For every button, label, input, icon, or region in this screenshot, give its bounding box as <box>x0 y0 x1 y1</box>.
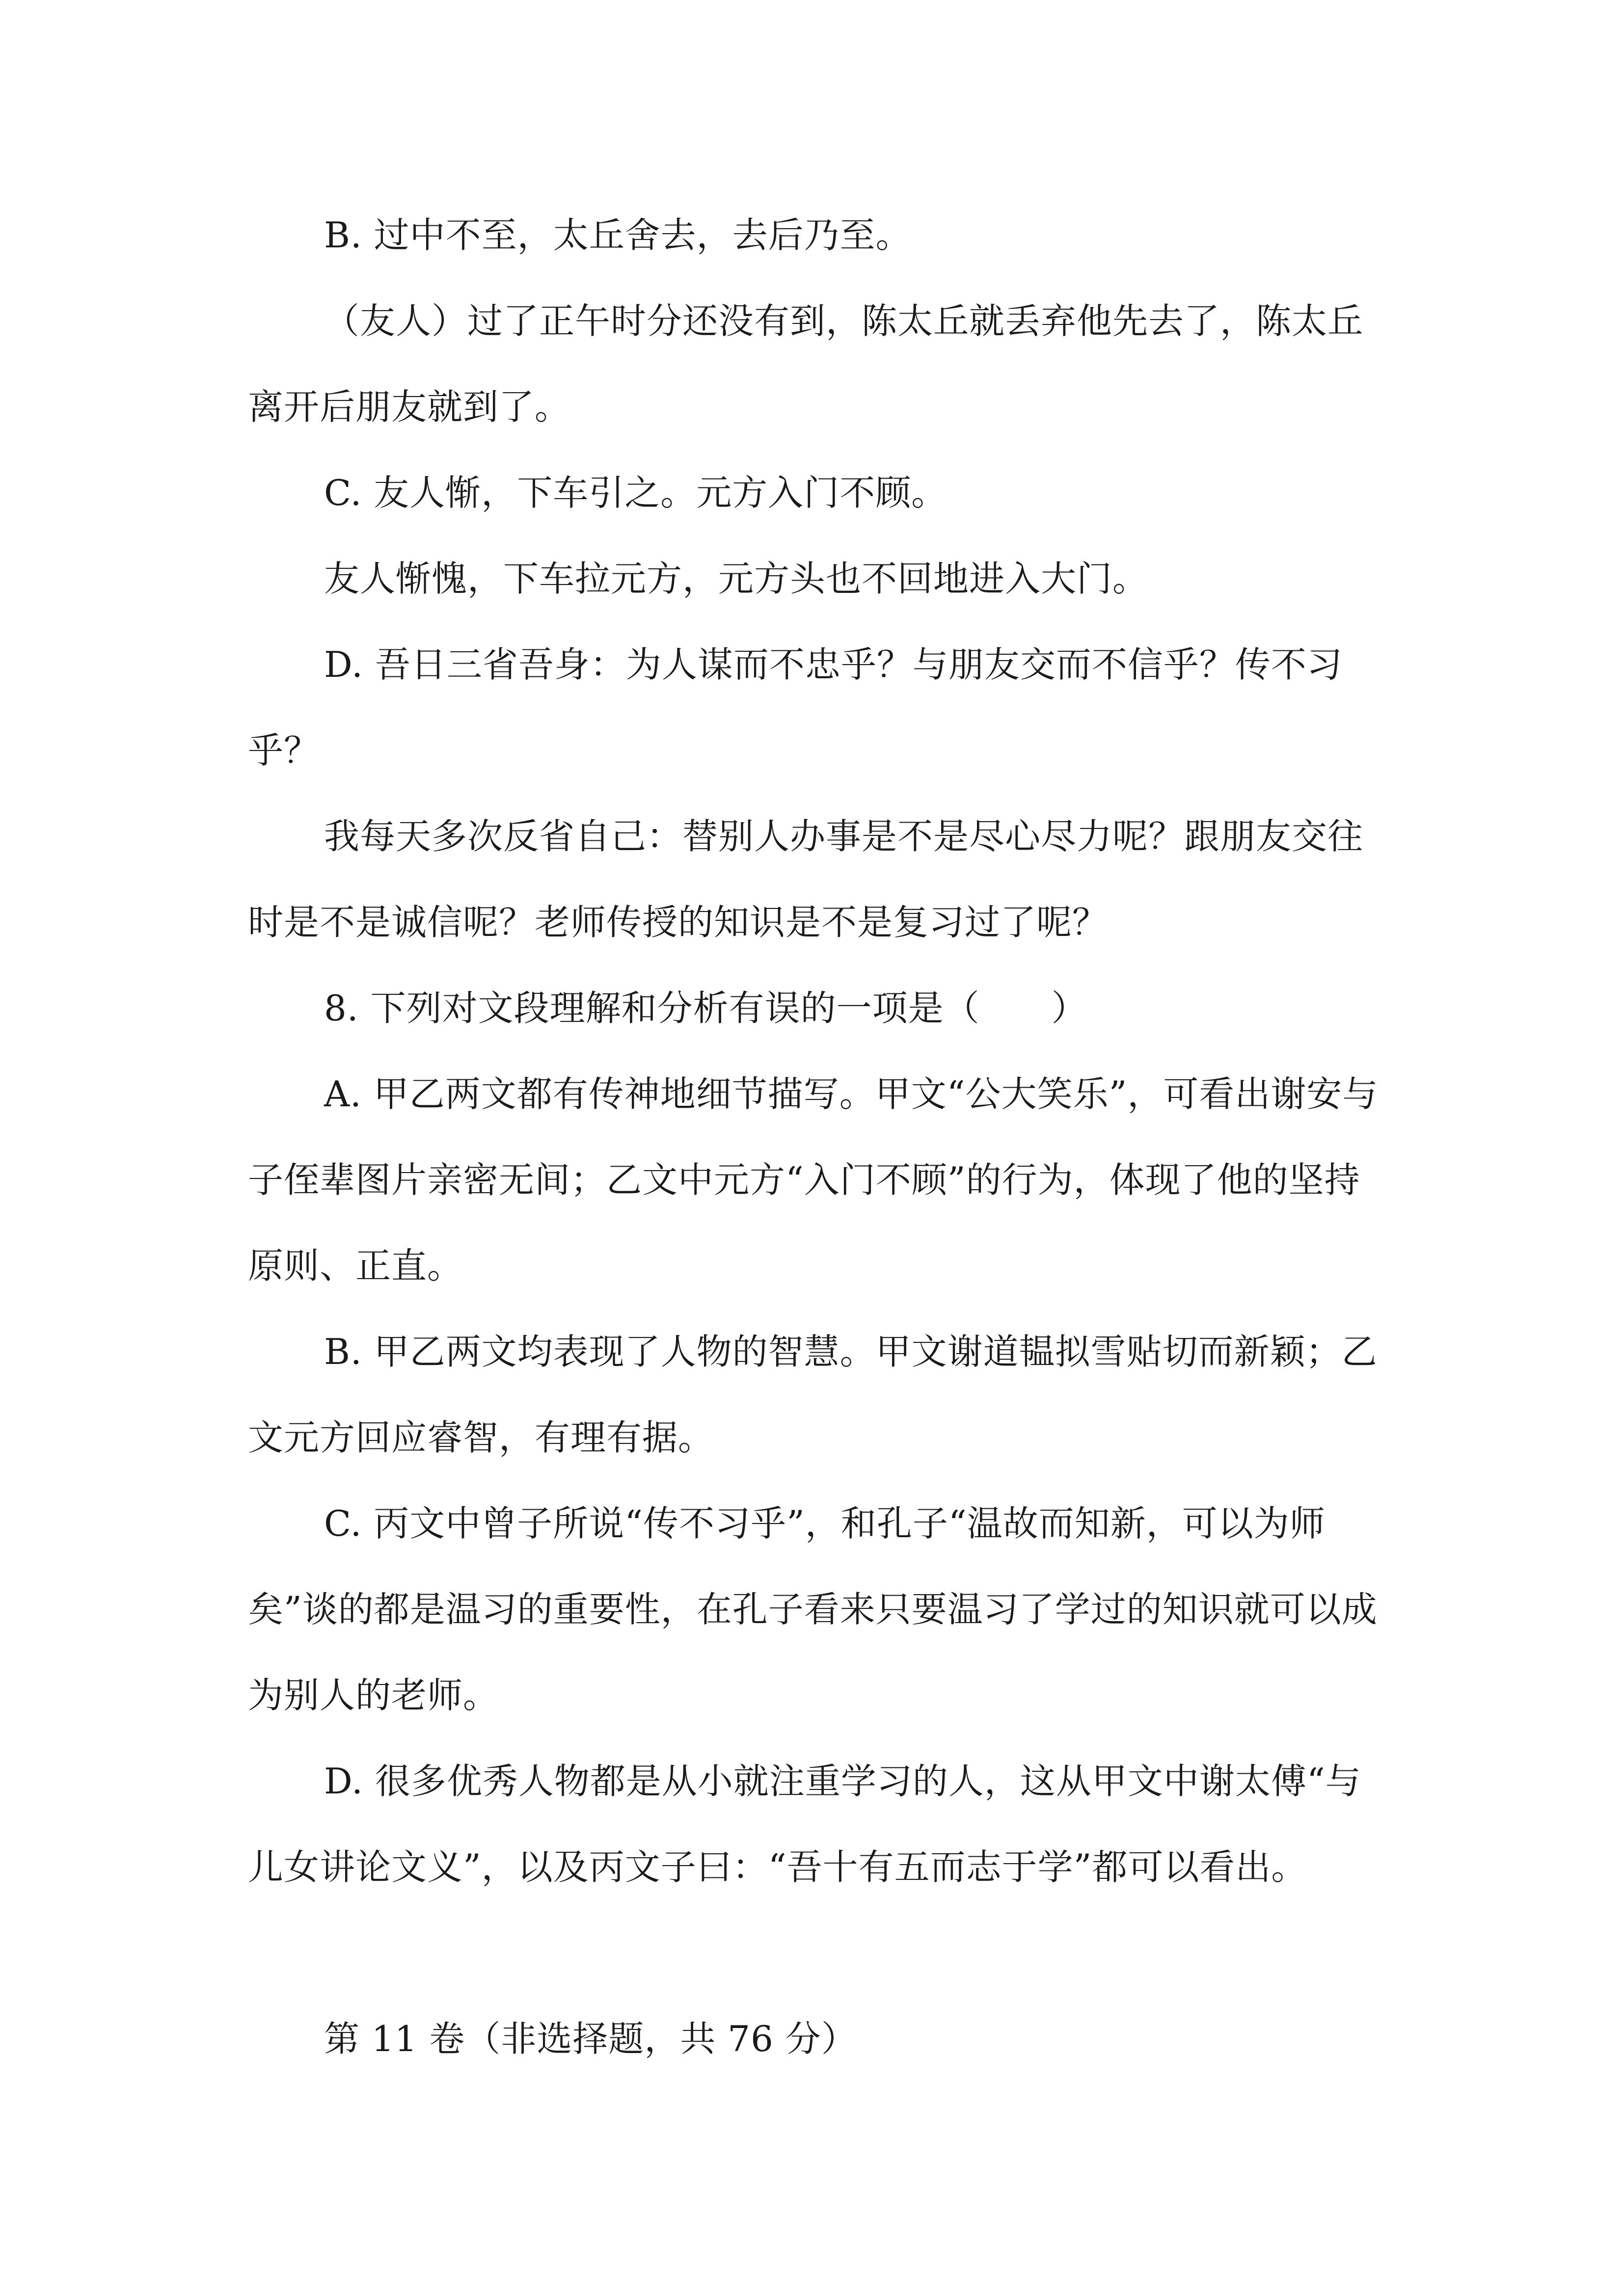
option-c-original: C. 友人惭，下车引之。元方入门不顾。 <box>324 472 947 513</box>
option-b-original: B. 过中不至，太丘舍去，去后乃至。 <box>324 214 912 256</box>
question-8-stem: 8. 下列对文段理解和分析有误的一项是（ ） <box>324 988 1087 1029</box>
option-d-translation: 我每天多次反省自己：替别人办事是不是尽心尽力呢？跟朋友交往时是不是诚信呢？老师传授的知识是不是复习过了呢？ <box>248 816 1364 943</box>
option-b-translation: （友人）过了正午时分还没有到，陈太丘就丢弃他先去了，陈太丘离开后朋友就到了。 <box>248 300 1364 427</box>
question-8-option-b: B. 甲乙两文均表现了人物的智慧。甲文谢道韫拟雪贴切而新颖；乙文元方回应睿智，有理有据。 <box>248 1331 1378 1458</box>
question-8-option-c: C. 丙文中曾子所说“传不习乎”，和孔子“温故而知新，可以为师矣”谈的都是温习的重要性，在孔子看来只要温习了学过的知识就可以成为别人的老师。 <box>248 1503 1378 1716</box>
question-8-option-a: A. 甲乙两文都有传神地细节描写。甲文“公大笑乐”，可看出谢安与子侄辈图片亲密无间；乙文中元方“入门不顾”的行为，体现了他的坚持原则、正直。 <box>248 1073 1379 1286</box>
option-d-original: D. 吾日三省吾身：为人谋而不忠乎？与朋友交而不信乎？传不习乎？ <box>248 644 1343 771</box>
question-8-option-d: D. 很多优秀人物都是从小就注重学习的人，这从甲文中谢太傅“与儿女讲论文义”，以及丙文子曰：“吾十有五而志于学”都可以看出。 <box>248 1761 1361 1888</box>
option-c-translation: 友人惭愧，下车拉元方，元方头也不回地进入大门。 <box>324 558 1149 599</box>
section-heading: 第 11 卷（非选择题，共 76 分） <box>324 2018 857 2059</box>
